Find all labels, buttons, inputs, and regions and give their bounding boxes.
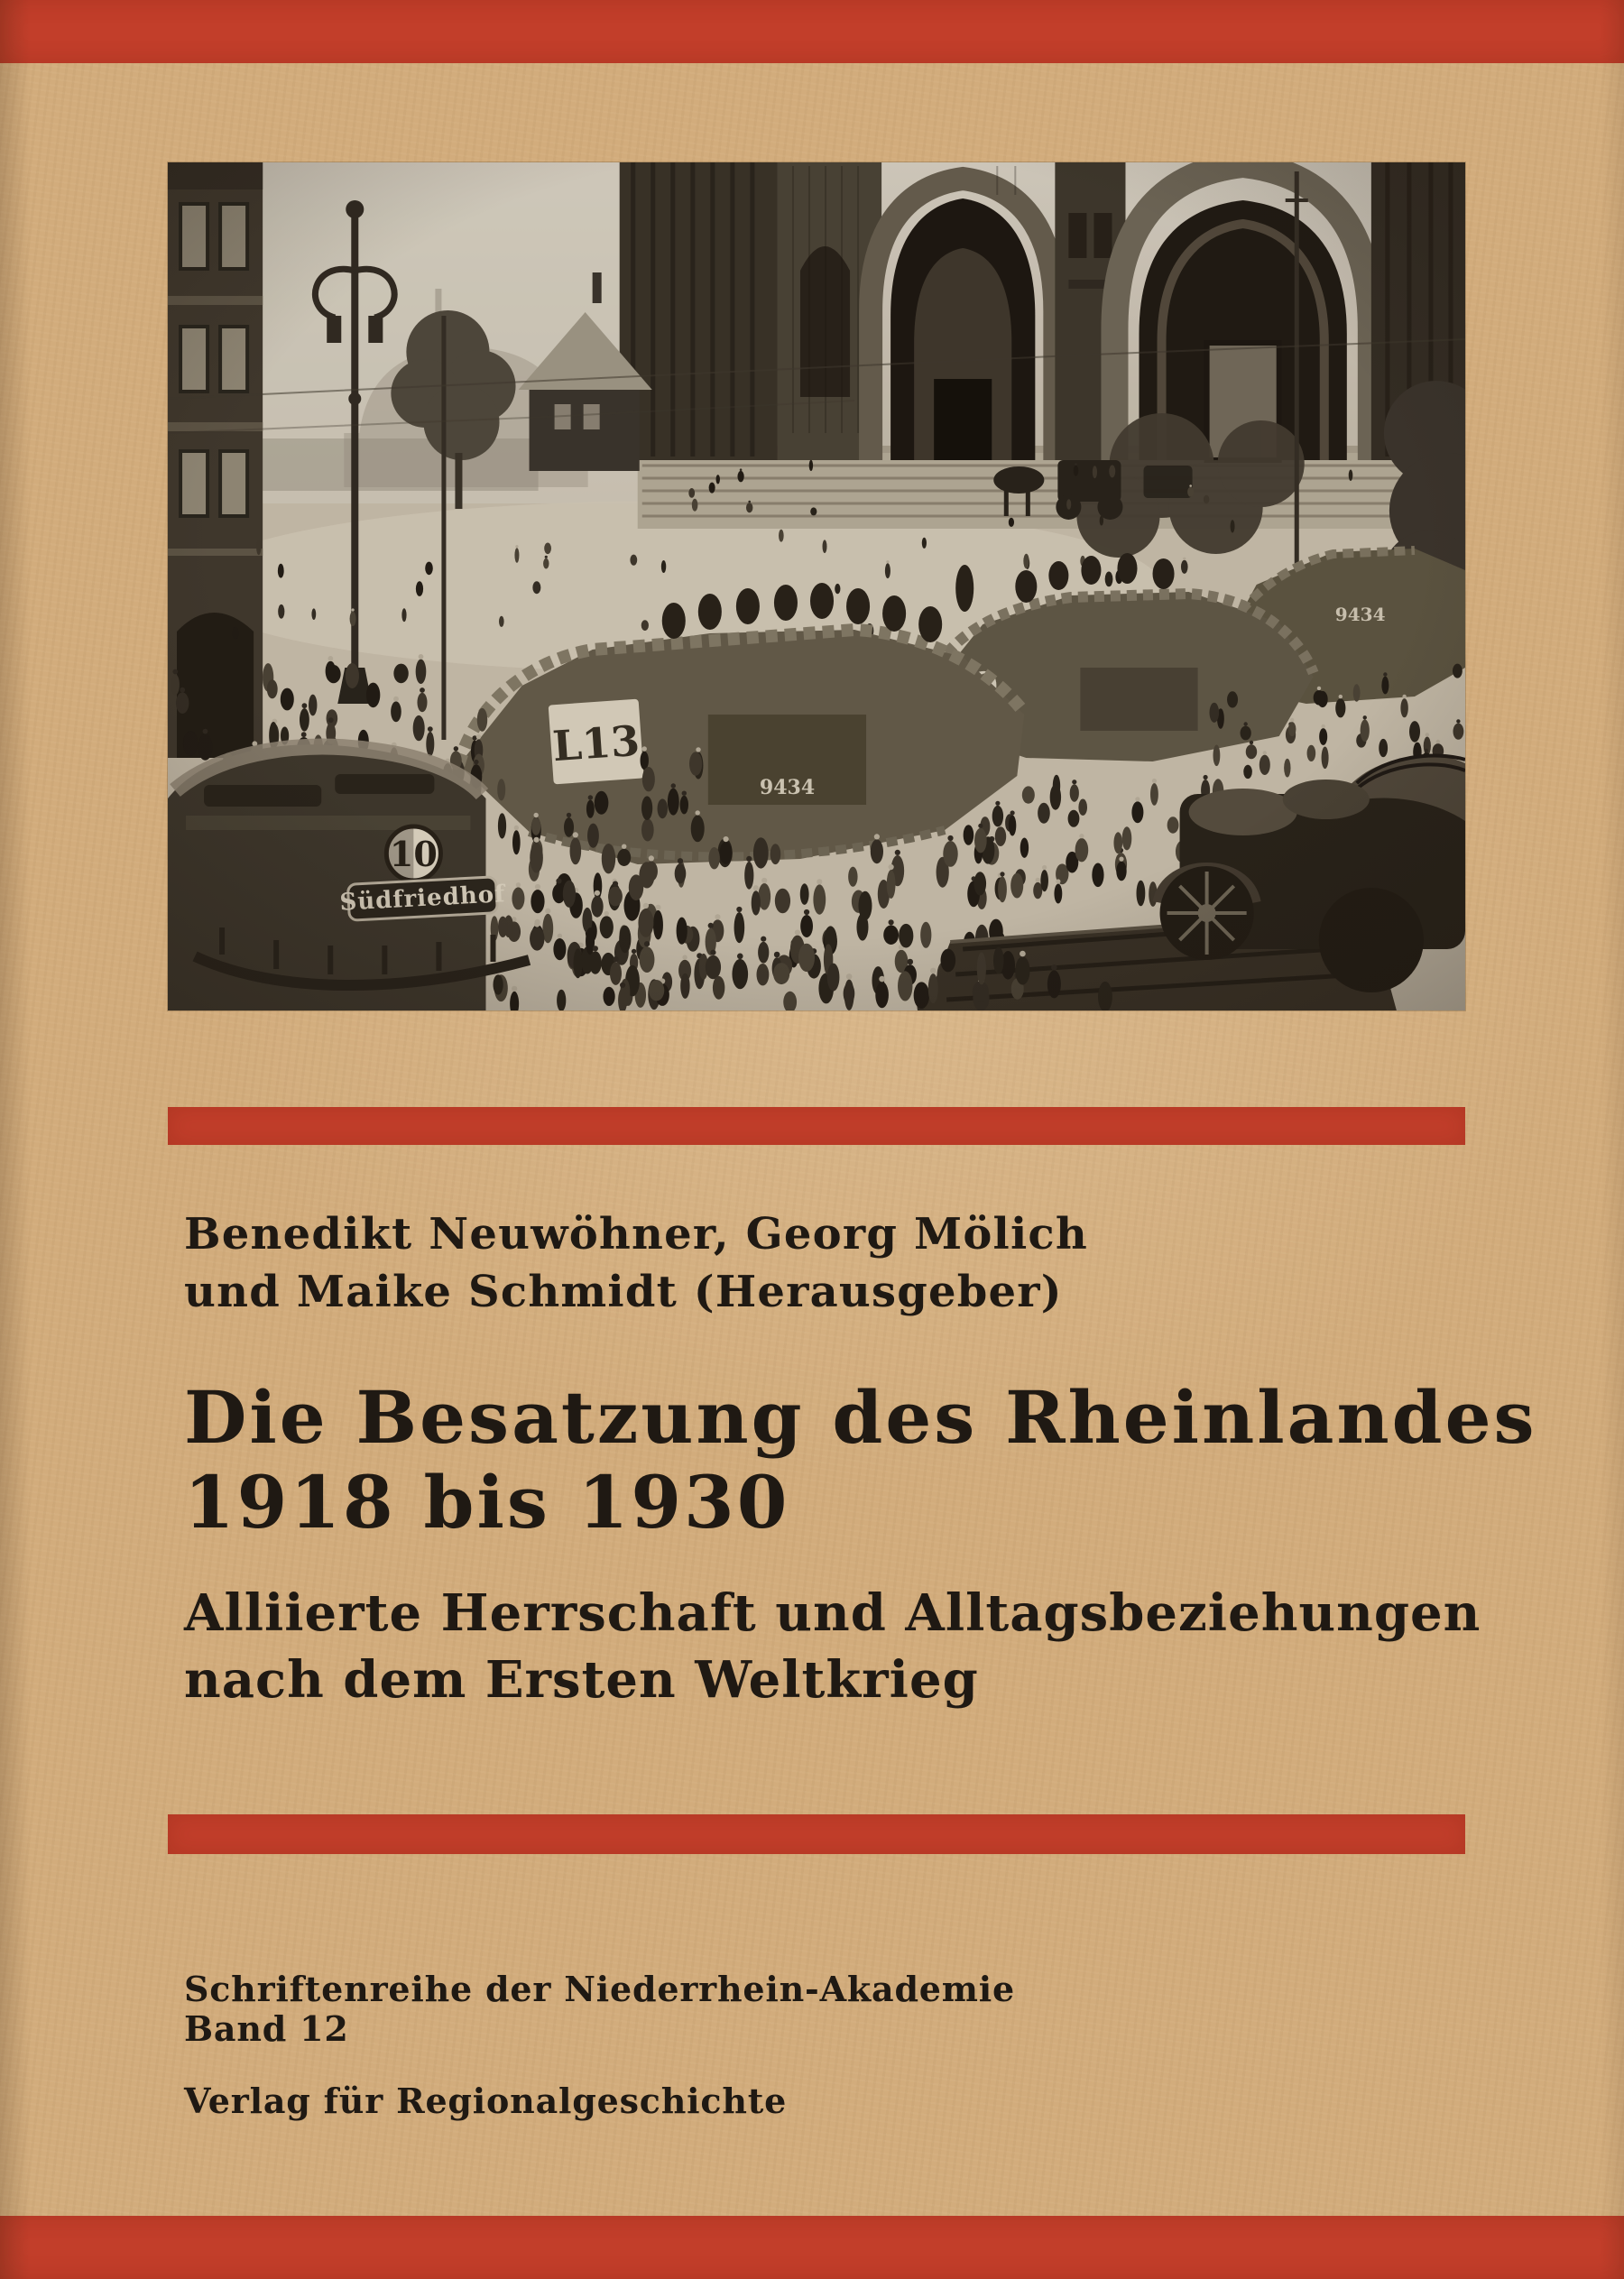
subtitle-line-1: Alliierte Herrschaft und Alltagsbeziehungen [184,1583,1481,1643]
photo-vignette [168,162,1465,1010]
title-line-2: 1918 bis 1930 [184,1460,790,1545]
publisher-line: Verlag für Regionalgeschichte [184,2081,788,2121]
bottom-red-bar [0,2216,1624,2279]
cover-photo [168,162,1465,1010]
accent-band-under-photo [168,1107,1465,1145]
subtitle-line-2: nach dem Ersten Weltkrieg [184,1650,979,1710]
authors-line-2: und Maike Schmidt (Herausgeber) [184,1267,1063,1317]
title-line-1: Die Besatzung des Rheinlandes [184,1375,1537,1460]
page-title [184,1375,1537,1545]
series-block [184,1970,1015,2049]
authors-line-1: Benedikt Neuwöhner, Georg Mölich [184,1209,1088,1259]
series-line-2: Band 12 [184,2008,349,2049]
authors-block [184,1205,1088,1321]
right-edge-shade [1601,0,1624,2279]
left-edge-shade [0,0,31,2279]
series-line-1: Schriftenreihe der Niederrhein-Akademie [184,1969,1016,2009]
subtitle-block [184,1580,1481,1713]
top-red-bar [0,0,1624,63]
accent-band-above-series [168,1814,1465,1854]
cover-photo-svg [168,162,1465,1010]
